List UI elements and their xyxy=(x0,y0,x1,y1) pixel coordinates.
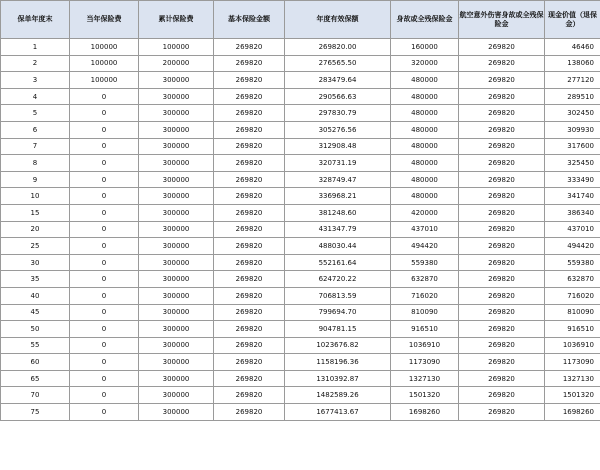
cell-effective-sum-insured: 336968.21 xyxy=(285,188,391,205)
cell-policy-year: 7 xyxy=(1,138,70,155)
cell-cumulative-premium: 300000 xyxy=(139,221,214,238)
cell-cumulative-premium: 300000 xyxy=(139,138,214,155)
cell-basic-sum-insured: 269820 xyxy=(214,271,285,288)
cell-policy-year: 1 xyxy=(1,39,70,56)
table-row xyxy=(1,254,600,271)
cell-death-disability-benefit: 437010 xyxy=(391,221,459,238)
cell-cumulative-premium: 300000 xyxy=(139,155,214,172)
cell-cash-value: 632870 xyxy=(545,271,600,288)
cell-cash-value: 1501320 xyxy=(545,387,600,404)
cell-aviation-accident-benefit: 269820 xyxy=(459,271,545,288)
cell-policy-year: 15 xyxy=(1,204,70,221)
table-row xyxy=(1,304,600,321)
cell-basic-sum-insured: 269820 xyxy=(214,238,285,255)
cell-death-disability-benefit: 480000 xyxy=(391,138,459,155)
cell-death-disability-benefit: 1698260 xyxy=(391,404,459,421)
cell-annual-premium: 0 xyxy=(70,254,139,271)
cell-basic-sum-insured: 269820 xyxy=(214,221,285,238)
cell-cumulative-premium: 300000 xyxy=(139,188,214,205)
cell-aviation-accident-benefit: 269820 xyxy=(459,171,545,188)
cell-effective-sum-insured: 269820.00 xyxy=(285,39,391,56)
cell-death-disability-benefit: 160000 xyxy=(391,39,459,56)
table-row xyxy=(1,387,600,404)
cell-basic-sum-insured: 269820 xyxy=(214,171,285,188)
cell-death-disability-benefit: 632870 xyxy=(391,271,459,288)
cell-aviation-accident-benefit: 269820 xyxy=(459,370,545,387)
cell-basic-sum-insured: 269820 xyxy=(214,287,285,304)
cell-effective-sum-insured: 305276.56 xyxy=(285,121,391,138)
cell-aviation-accident-benefit: 269820 xyxy=(459,138,545,155)
cell-cash-value: 46460 xyxy=(545,39,600,56)
cell-annual-premium: 0 xyxy=(70,188,139,205)
cell-aviation-accident-benefit: 269820 xyxy=(459,287,545,304)
table-row xyxy=(1,221,600,238)
table-row xyxy=(1,171,600,188)
cell-aviation-accident-benefit: 269820 xyxy=(459,254,545,271)
header-effective-sum-insured: 年度有效保额 xyxy=(285,1,391,39)
header-policy-year-end: 保单年度末 xyxy=(1,1,70,39)
cell-cumulative-premium: 300000 xyxy=(139,321,214,338)
cell-cash-value: 386340 xyxy=(545,204,600,221)
cell-policy-year: 3 xyxy=(1,72,70,89)
header-aviation-accident-benefit: 航空意外伤害身故或全残保险金 xyxy=(459,1,545,39)
table-body xyxy=(1,39,600,421)
cell-effective-sum-insured: 283479.64 xyxy=(285,72,391,89)
cell-basic-sum-insured: 269820 xyxy=(214,55,285,72)
cell-basic-sum-insured: 269820 xyxy=(214,188,285,205)
cell-basic-sum-insured: 269820 xyxy=(214,155,285,172)
cell-annual-premium: 0 xyxy=(70,88,139,105)
table-row xyxy=(1,188,600,205)
cell-annual-premium: 0 xyxy=(70,121,139,138)
cell-effective-sum-insured: 381248.60 xyxy=(285,204,391,221)
table-row xyxy=(1,88,600,105)
table-row xyxy=(1,72,600,89)
cell-cash-value: 1698260 xyxy=(545,404,600,421)
cell-cumulative-premium: 300000 xyxy=(139,287,214,304)
cell-aviation-accident-benefit: 269820 xyxy=(459,155,545,172)
cell-death-disability-benefit: 420000 xyxy=(391,204,459,221)
cell-death-disability-benefit: 480000 xyxy=(391,105,459,122)
cell-cash-value: 437010 xyxy=(545,221,600,238)
cell-effective-sum-insured: 328749.47 xyxy=(285,171,391,188)
cell-cash-value: 138060 xyxy=(545,55,600,72)
cell-policy-year: 70 xyxy=(1,387,70,404)
cell-basic-sum-insured: 269820 xyxy=(214,88,285,105)
cell-effective-sum-insured: 312908.48 xyxy=(285,138,391,155)
table-row xyxy=(1,138,600,155)
table-row xyxy=(1,55,600,72)
cell-cumulative-premium: 300000 xyxy=(139,121,214,138)
table-row xyxy=(1,370,600,387)
cell-cumulative-premium: 100000 xyxy=(139,39,214,56)
cell-aviation-accident-benefit: 269820 xyxy=(459,387,545,404)
cell-cash-value: 810090 xyxy=(545,304,600,321)
cell-aviation-accident-benefit: 269820 xyxy=(459,39,545,56)
cell-policy-year: 65 xyxy=(1,370,70,387)
cell-policy-year: 60 xyxy=(1,354,70,371)
cell-cash-value: 1327130 xyxy=(545,370,600,387)
cell-basic-sum-insured: 269820 xyxy=(214,204,285,221)
cell-policy-year: 55 xyxy=(1,337,70,354)
table-row xyxy=(1,204,600,221)
cell-cumulative-premium: 300000 xyxy=(139,88,214,105)
cell-basic-sum-insured: 269820 xyxy=(214,337,285,354)
cell-death-disability-benefit: 1173090 xyxy=(391,354,459,371)
cell-policy-year: 30 xyxy=(1,254,70,271)
cell-death-disability-benefit: 480000 xyxy=(391,155,459,172)
cell-cumulative-premium: 300000 xyxy=(139,254,214,271)
cell-cash-value: 341740 xyxy=(545,188,600,205)
cell-aviation-accident-benefit: 269820 xyxy=(459,238,545,255)
cell-annual-premium: 0 xyxy=(70,155,139,172)
cell-death-disability-benefit: 480000 xyxy=(391,121,459,138)
cell-cash-value: 325450 xyxy=(545,155,600,172)
cell-policy-year: 6 xyxy=(1,121,70,138)
cell-annual-premium: 0 xyxy=(70,337,139,354)
cell-death-disability-benefit: 1036910 xyxy=(391,337,459,354)
header-row xyxy=(1,1,600,39)
table-row xyxy=(1,287,600,304)
cell-effective-sum-insured: 799694.70 xyxy=(285,304,391,321)
cell-basic-sum-insured: 269820 xyxy=(214,404,285,421)
cell-annual-premium: 0 xyxy=(70,321,139,338)
cell-cash-value: 277120 xyxy=(545,72,600,89)
cell-cash-value: 494420 xyxy=(545,238,600,255)
cell-policy-year: 45 xyxy=(1,304,70,321)
cell-basic-sum-insured: 269820 xyxy=(214,354,285,371)
cell-annual-premium: 100000 xyxy=(70,72,139,89)
cell-cumulative-premium: 200000 xyxy=(139,55,214,72)
cell-death-disability-benefit: 480000 xyxy=(391,88,459,105)
cell-basic-sum-insured: 269820 xyxy=(214,105,285,122)
cell-cumulative-premium: 300000 xyxy=(139,72,214,89)
cell-annual-premium: 0 xyxy=(70,370,139,387)
cell-effective-sum-insured: 706813.59 xyxy=(285,287,391,304)
table-header xyxy=(1,1,600,39)
cell-aviation-accident-benefit: 269820 xyxy=(459,354,545,371)
cell-aviation-accident-benefit: 269820 xyxy=(459,204,545,221)
cell-aviation-accident-benefit: 269820 xyxy=(459,337,545,354)
cell-policy-year: 25 xyxy=(1,238,70,255)
header-basic-sum-insured: 基本保险金额 xyxy=(214,1,285,39)
cell-effective-sum-insured: 1482589.26 xyxy=(285,387,391,404)
table-row xyxy=(1,155,600,172)
cell-effective-sum-insured: 1310392.87 xyxy=(285,370,391,387)
cell-cumulative-premium: 300000 xyxy=(139,204,214,221)
cell-cash-value: 309930 xyxy=(545,121,600,138)
cell-effective-sum-insured: 290566.63 xyxy=(285,88,391,105)
cell-annual-premium: 0 xyxy=(70,221,139,238)
cell-basic-sum-insured: 269820 xyxy=(214,321,285,338)
cell-death-disability-benefit: 810090 xyxy=(391,304,459,321)
cell-death-disability-benefit: 320000 xyxy=(391,55,459,72)
cell-cash-value: 317600 xyxy=(545,138,600,155)
cell-annual-premium: 0 xyxy=(70,287,139,304)
cell-cumulative-premium: 300000 xyxy=(139,238,214,255)
cell-aviation-accident-benefit: 269820 xyxy=(459,404,545,421)
cell-cash-value: 302450 xyxy=(545,105,600,122)
cell-cash-value: 559380 xyxy=(545,254,600,271)
cell-effective-sum-insured: 1677413.67 xyxy=(285,404,391,421)
cell-policy-year: 9 xyxy=(1,171,70,188)
table-row xyxy=(1,238,600,255)
table-row xyxy=(1,321,600,338)
cell-cash-value: 1036910 xyxy=(545,337,600,354)
cell-annual-premium: 0 xyxy=(70,204,139,221)
cell-cash-value: 1173090 xyxy=(545,354,600,371)
cell-death-disability-benefit: 1327130 xyxy=(391,370,459,387)
cell-cumulative-premium: 300000 xyxy=(139,171,214,188)
cell-cumulative-premium: 300000 xyxy=(139,271,214,288)
cell-cumulative-premium: 300000 xyxy=(139,304,214,321)
cell-policy-year: 40 xyxy=(1,287,70,304)
cell-aviation-accident-benefit: 269820 xyxy=(459,188,545,205)
cell-aviation-accident-benefit: 269820 xyxy=(459,121,545,138)
cell-basic-sum-insured: 269820 xyxy=(214,387,285,404)
table-row xyxy=(1,404,600,421)
cell-death-disability-benefit: 480000 xyxy=(391,171,459,188)
cell-annual-premium: 0 xyxy=(70,271,139,288)
cell-effective-sum-insured: 552161.64 xyxy=(285,254,391,271)
cell-aviation-accident-benefit: 269820 xyxy=(459,72,545,89)
cell-death-disability-benefit: 1501320 xyxy=(391,387,459,404)
cell-cash-value: 716020 xyxy=(545,287,600,304)
cell-effective-sum-insured: 1023676.82 xyxy=(285,337,391,354)
cell-cash-value: 333490 xyxy=(545,171,600,188)
cell-cumulative-premium: 300000 xyxy=(139,387,214,404)
table-row xyxy=(1,271,600,288)
cell-death-disability-benefit: 716020 xyxy=(391,287,459,304)
cell-annual-premium: 0 xyxy=(70,387,139,404)
cell-basic-sum-insured: 269820 xyxy=(214,121,285,138)
cell-policy-year: 75 xyxy=(1,404,70,421)
cell-aviation-accident-benefit: 269820 xyxy=(459,88,545,105)
header-death-disability-benefit: 身故或全残保险金 xyxy=(391,1,459,39)
cell-annual-premium: 0 xyxy=(70,238,139,255)
header-annual-premium: 当年保险费 xyxy=(70,1,139,39)
cell-aviation-accident-benefit: 269820 xyxy=(459,321,545,338)
cell-effective-sum-insured: 297830.79 xyxy=(285,105,391,122)
cell-policy-year: 50 xyxy=(1,321,70,338)
cell-policy-year: 8 xyxy=(1,155,70,172)
cell-basic-sum-insured: 269820 xyxy=(214,370,285,387)
cell-effective-sum-insured: 276565.50 xyxy=(285,55,391,72)
cell-death-disability-benefit: 480000 xyxy=(391,188,459,205)
cell-aviation-accident-benefit: 269820 xyxy=(459,221,545,238)
cell-cumulative-premium: 300000 xyxy=(139,337,214,354)
cell-effective-sum-insured: 904781.15 xyxy=(285,321,391,338)
cell-annual-premium: 0 xyxy=(70,138,139,155)
cell-aviation-accident-benefit: 269820 xyxy=(459,304,545,321)
cell-annual-premium: 0 xyxy=(70,304,139,321)
cell-annual-premium: 0 xyxy=(70,404,139,421)
cell-basic-sum-insured: 269820 xyxy=(214,39,285,56)
cell-cumulative-premium: 300000 xyxy=(139,105,214,122)
cell-policy-year: 4 xyxy=(1,88,70,105)
cell-basic-sum-insured: 269820 xyxy=(214,254,285,271)
cell-effective-sum-insured: 431347.79 xyxy=(285,221,391,238)
table-row xyxy=(1,337,600,354)
table-row xyxy=(1,354,600,371)
cell-cumulative-premium: 300000 xyxy=(139,404,214,421)
cell-aviation-accident-benefit: 269820 xyxy=(459,105,545,122)
table-row xyxy=(1,105,600,122)
cell-policy-year: 10 xyxy=(1,188,70,205)
cell-death-disability-benefit: 916510 xyxy=(391,321,459,338)
cell-basic-sum-insured: 269820 xyxy=(214,72,285,89)
cell-policy-year: 5 xyxy=(1,105,70,122)
cell-annual-premium: 100000 xyxy=(70,39,139,56)
cell-effective-sum-insured: 1158196.36 xyxy=(285,354,391,371)
cell-effective-sum-insured: 624720.22 xyxy=(285,271,391,288)
cell-cash-value: 916510 xyxy=(545,321,600,338)
cell-annual-premium: 0 xyxy=(70,105,139,122)
cell-cash-value: 289510 xyxy=(545,88,600,105)
cell-aviation-accident-benefit: 269820 xyxy=(459,55,545,72)
cell-cumulative-premium: 300000 xyxy=(139,354,214,371)
header-cash-value: 现金价值（退保金） xyxy=(545,1,600,39)
cell-annual-premium: 100000 xyxy=(70,55,139,72)
cell-death-disability-benefit: 559380 xyxy=(391,254,459,271)
cell-policy-year: 35 xyxy=(1,271,70,288)
cell-basic-sum-insured: 269820 xyxy=(214,304,285,321)
cell-annual-premium: 0 xyxy=(70,354,139,371)
cell-effective-sum-insured: 488030.44 xyxy=(285,238,391,255)
cell-cumulative-premium: 300000 xyxy=(139,370,214,387)
cell-basic-sum-insured: 269820 xyxy=(214,138,285,155)
cell-annual-premium: 0 xyxy=(70,171,139,188)
cell-policy-year: 2 xyxy=(1,55,70,72)
cell-death-disability-benefit: 494420 xyxy=(391,238,459,255)
cell-policy-year: 20 xyxy=(1,221,70,238)
cell-death-disability-benefit: 480000 xyxy=(391,72,459,89)
table-row xyxy=(1,121,600,138)
cell-effective-sum-insured: 320731.19 xyxy=(285,155,391,172)
header-cumulative-premium: 累计保险费 xyxy=(139,1,214,39)
table-row xyxy=(1,39,600,56)
